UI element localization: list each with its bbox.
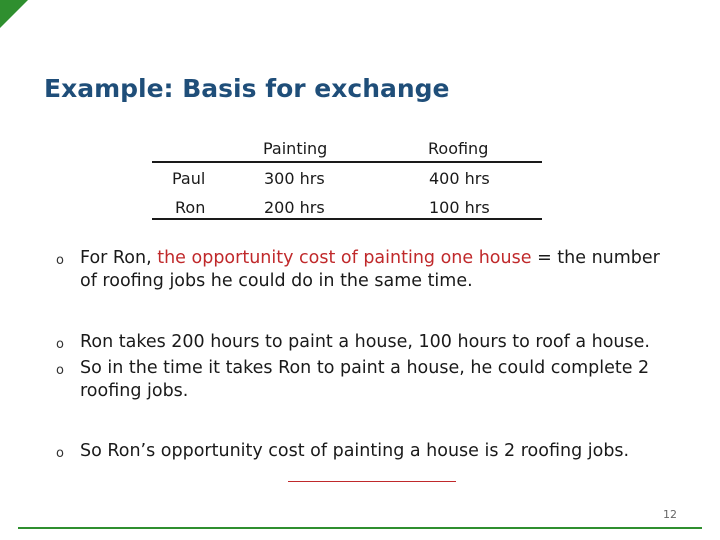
bullet-text: = the number of roofing jobs he could do in the same time. [80, 248, 660, 291]
page-number: 12 [663, 508, 677, 521]
page-title: Example: Basis for exchange [44, 74, 450, 103]
bullet-text: Ron takes 200 hours to paint a house, 100 hours to roof a house. [80, 332, 650, 352]
bullet-item [56, 440, 676, 463]
header-painting: Painting [263, 139, 328, 158]
paul-painting-hours: 300 hrs [264, 169, 325, 188]
row-label-paul: Paul [172, 169, 206, 188]
bullet-text: So in the time it takes Ron to paint a house, he could complete 2 roofing jobs. [80, 358, 650, 401]
highlighted-phrase: the opportunity cost of painting one house [157, 248, 532, 268]
bullet-list [56, 331, 676, 403]
table-bottom-rule [152, 218, 542, 220]
ron-painting-hours: 200 hrs [264, 198, 325, 217]
bullet-marker: o [56, 446, 64, 461]
bullet-marker: o [56, 337, 64, 352]
table-top-rule [152, 161, 542, 163]
paul-roofing-hours: 400 hrs [429, 169, 490, 188]
bullet-marker: o [56, 363, 64, 378]
bullet-text: So Ron’s opportunity cost of painting a house is 2 roofing jobs. [80, 441, 630, 461]
red-underline [288, 481, 456, 482]
row-label-ron: Ron [175, 198, 206, 217]
bullet-text: For Ron, [80, 248, 158, 268]
bullet-item [56, 247, 676, 293]
corner-triangle-decoration [0, 0, 30, 30]
footer-green-line [18, 527, 702, 529]
bullet-marker: o [56, 253, 64, 268]
bullet-list [56, 247, 676, 293]
header-roofing: Roofing [428, 139, 489, 158]
bullet-item [56, 331, 676, 354]
bullet-item [56, 357, 676, 403]
ron-roofing-hours: 100 hrs [429, 198, 490, 217]
bullet-list [56, 440, 676, 463]
